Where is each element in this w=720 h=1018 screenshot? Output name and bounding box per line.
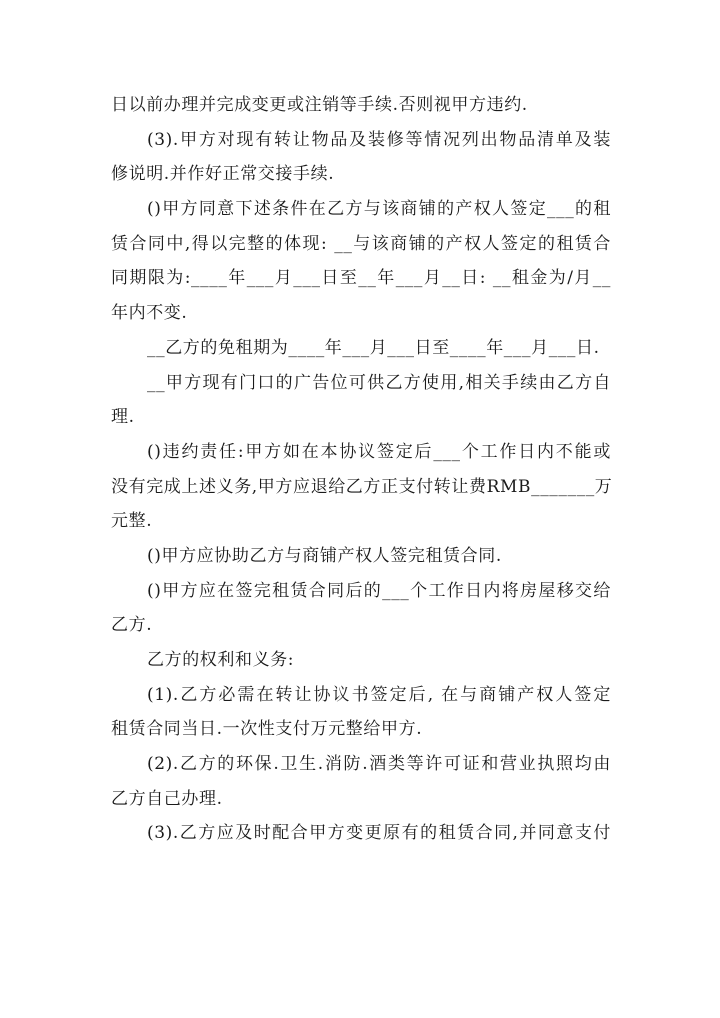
text-line: 乙方自己办理. [111,788,223,809]
document-body [111,88,611,851]
text-line: (3).乙方应及时配合甲方变更原有的租赁合同,并同意支付 [147,823,611,844]
text-line: (3).甲方对现有转让物品及装修等情况列出物品清单及装 [147,129,611,150]
text-line: 没有完成上述义务,甲方应退给乙方正支付转让费RMB_______万 [111,476,613,497]
text-line: (1).乙方必需在转让协议书签定后, 在与商铺产权人签定 [147,684,611,705]
text-line: ()甲方应协助乙方与商铺产权人签完租赁合同. [147,545,502,566]
text-line: ()甲方同意下述条件在乙方与该商铺的产权人签定___的租 [147,199,611,220]
text-line: 赁合同中,得以完整的体现: __与该商铺的产权人签定的租赁合 [111,233,611,254]
text-line: ()甲方应在签完租赁合同后的___个工作日内将房屋移交给 [147,580,611,601]
text-line: 年内不变. [111,303,188,324]
section-heading: 乙方的权利和义务: [147,650,295,670]
text-line: 理. [111,407,135,428]
text-line: 同期限为:____年___月___日至__年___月__日: __租金为/月__ [111,268,611,289]
text-line: __甲方现有门口的广告位可供乙方使用,相关手续由乙方自 [147,372,611,393]
text-line: __乙方的免租期为____年___月___日至____年___月___日. [147,337,600,358]
text-line: (2).乙方的环保.卫生.消防.酒类等许可证和营业执照均由 [147,754,611,775]
text-line: ()违约责任:甲方如在本协议签定后___个工作日内不能或 [147,441,611,462]
text-line: 乙方. [111,615,153,636]
text-line: 元整. [111,511,153,532]
text-line: 日以前办理并完成变更或注销等手续.否则视甲方违约. [111,95,528,115]
text-line: 租赁合同当日.一次性支付万元整给甲方. [111,719,423,740]
text-line: 修说明.并作好正常交接手续. [111,164,335,185]
